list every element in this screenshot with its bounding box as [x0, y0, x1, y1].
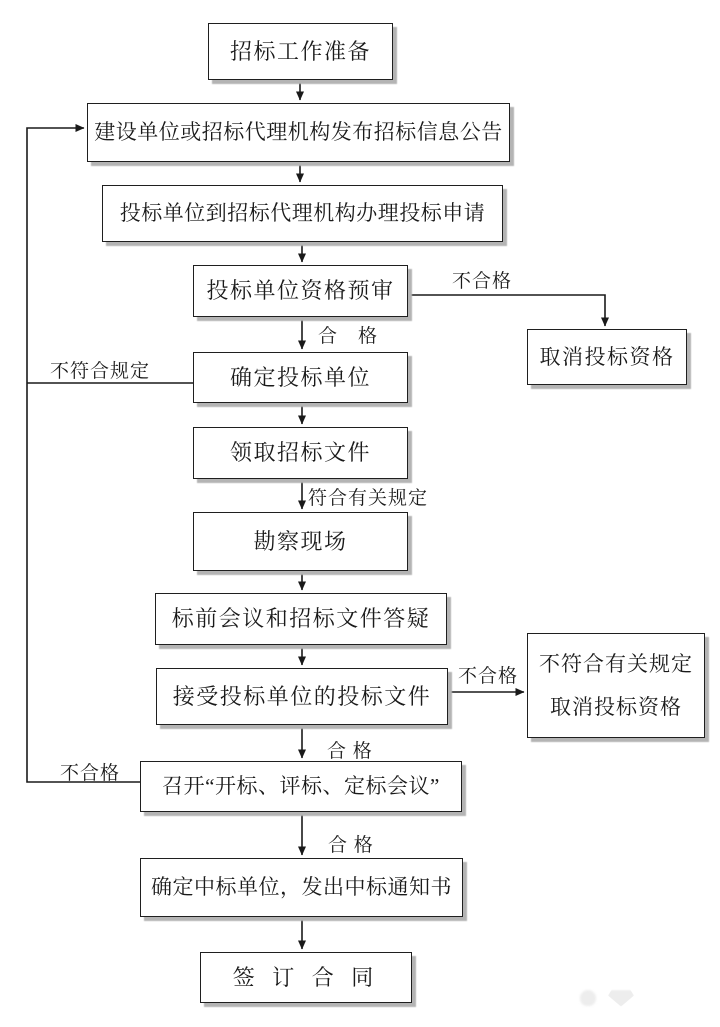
- node-prequalification: 投标单位资格预审: [193, 265, 408, 317]
- edge-label-qualified-meeting: 合 格: [328, 835, 374, 856]
- node-bid-application: 投标单位到招标代理机构办理投标申请: [102, 185, 503, 242]
- edge-label-qualified-prequalify: 合 格: [318, 326, 379, 347]
- edge-label-unqualified-prequalify: 不合格: [452, 271, 513, 292]
- edge-label-conform-rules: 符合有关规定: [308, 488, 429, 509]
- edge-label-unqualified-bids: 不合格: [458, 666, 519, 687]
- cancel-detail-line2: 取消投标资格: [550, 694, 682, 719]
- node-collect-documents: 领取招标文件: [193, 427, 408, 479]
- node-accept-bid-documents: 接受投标单位的投标文件: [156, 668, 448, 725]
- node-publish-announcement: 建设单位或招标代理机构发布招标信息公告: [87, 103, 510, 162]
- node-cancel-qualification-detail: [527, 633, 705, 738]
- node-cancel-qualification: 取消投标资格: [527, 329, 687, 385]
- node-confirm-bidders: 确定投标单位: [193, 352, 408, 403]
- node-sign-contract: 签 订 合 同: [200, 952, 412, 1003]
- edge-label-qualified-bids: 合 格: [327, 741, 373, 762]
- watermark-blob-icon: [580, 990, 596, 1006]
- node-pre-bid-meeting: 标前会议和招标文件答疑: [155, 593, 447, 645]
- watermark-logo: [580, 986, 650, 1010]
- edge-label-unqualified-loop: 不合格: [60, 763, 121, 784]
- watermark-gem-icon: [608, 990, 634, 1007]
- node-open-evaluate-award-meeting: 召开“开标、评标、定标会议”: [140, 761, 462, 812]
- cancel-detail-line1: 不符合有关规定: [539, 651, 693, 676]
- node-bid-preparation: 招标工作准备: [208, 23, 393, 80]
- node-site-survey: 勘察现场: [193, 512, 408, 571]
- node-award-notice: 确定中标单位，发出中标通知书: [140, 858, 463, 917]
- edge-label-not-conform: 不符合规定: [50, 361, 151, 382]
